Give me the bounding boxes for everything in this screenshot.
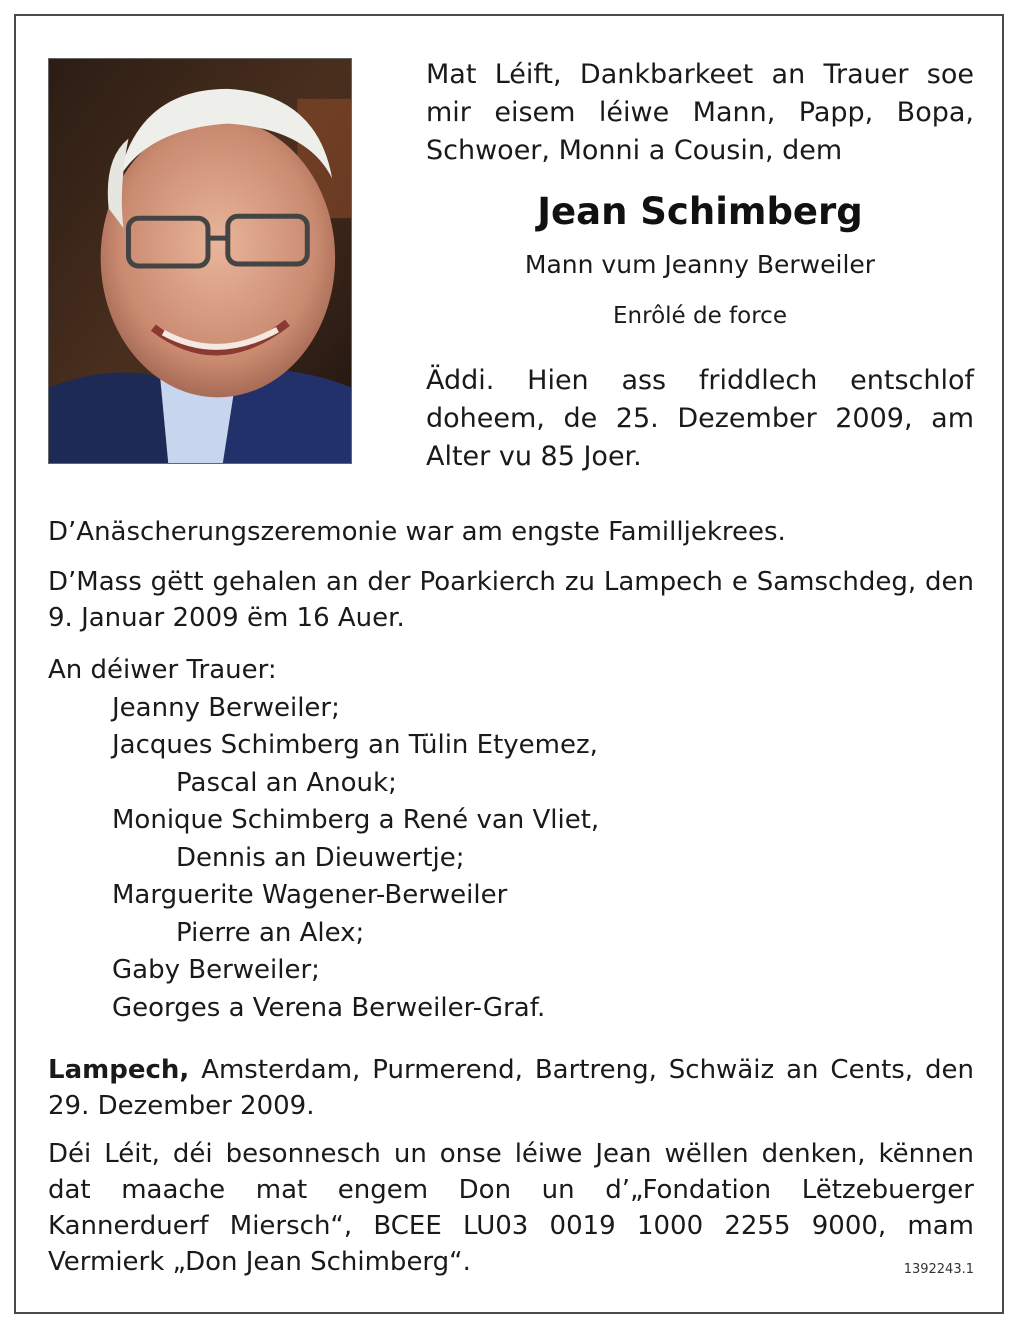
mourners-list bbox=[48, 652, 974, 1027]
mourner-line: Jeanny Berweiler; bbox=[112, 692, 340, 723]
mourner-line: Gaby Berweiler; bbox=[112, 955, 320, 985]
donation-text: Déi Léit, déi besonnesch un onse léiwe Jean wëllen denken, kënnen dat maache mat engem Don un d’„Fondation Lëtzebuerger Kannerduerf Miersch“, BCEE LU03 0019 1000 2255 9000, mam Vermierk „Don Jean Schimberg“. bbox=[48, 1139, 974, 1277]
place-date bbox=[48, 1052, 974, 1124]
enrole-line: Enrôlé de force bbox=[613, 303, 787, 329]
intro-text: Mat Léift, Dankbarkeet an Trauer soe mir eisem léiwe Mann, Papp, Bopa, Schwoer, Monni a Cousin, dem bbox=[426, 59, 974, 166]
mourner-line: Dennis an Dieuwertje; bbox=[176, 842, 465, 873]
mourner-line: Pierre an Alex; bbox=[176, 917, 365, 948]
spouse-line: Mann vum Jeanny Berweiler bbox=[524, 250, 876, 279]
mass-text: D’Mass gëtt gehalen an der Poarkierch zu Lampech e Samschdeg, den 9. Januar 2009 ëm 16 Auer. bbox=[48, 567, 974, 633]
mourner-line: Georges a Verena Berweiler-Graf. bbox=[112, 992, 546, 1023]
reference-number: 1392243.1 bbox=[903, 1262, 974, 1277]
death-notice: Äddi. Hien ass friddlech entschlof doheem, de 25. Dezember 2009, am Alter vu 85 Joer. bbox=[426, 365, 974, 472]
deceased-name: Jean Schimberg bbox=[537, 190, 863, 233]
mourner-line: Monique Schimberg a René van Vliet, bbox=[112, 805, 600, 835]
mourner-line: Jacques Schimberg an Tülin Etyemez, bbox=[112, 730, 598, 760]
place-bold: Lampech, bbox=[48, 1055, 190, 1085]
portrait-photo bbox=[48, 58, 352, 464]
place-rest: Amsterdam, Purmerend, Bartreng, Schwäiz an Cents, den 29. Dezember 2009. bbox=[48, 1055, 974, 1121]
mourner-line: Pascal an Anouk; bbox=[176, 767, 397, 798]
portrait-image bbox=[49, 59, 351, 463]
cremation-text: D’Anäscherungszeremonie war am engste Familljekrees. bbox=[48, 517, 786, 547]
mourner-line: Marguerite Wagener-Berweiler bbox=[112, 880, 508, 910]
mourners-heading: An déiwer Trauer: bbox=[48, 655, 277, 685]
